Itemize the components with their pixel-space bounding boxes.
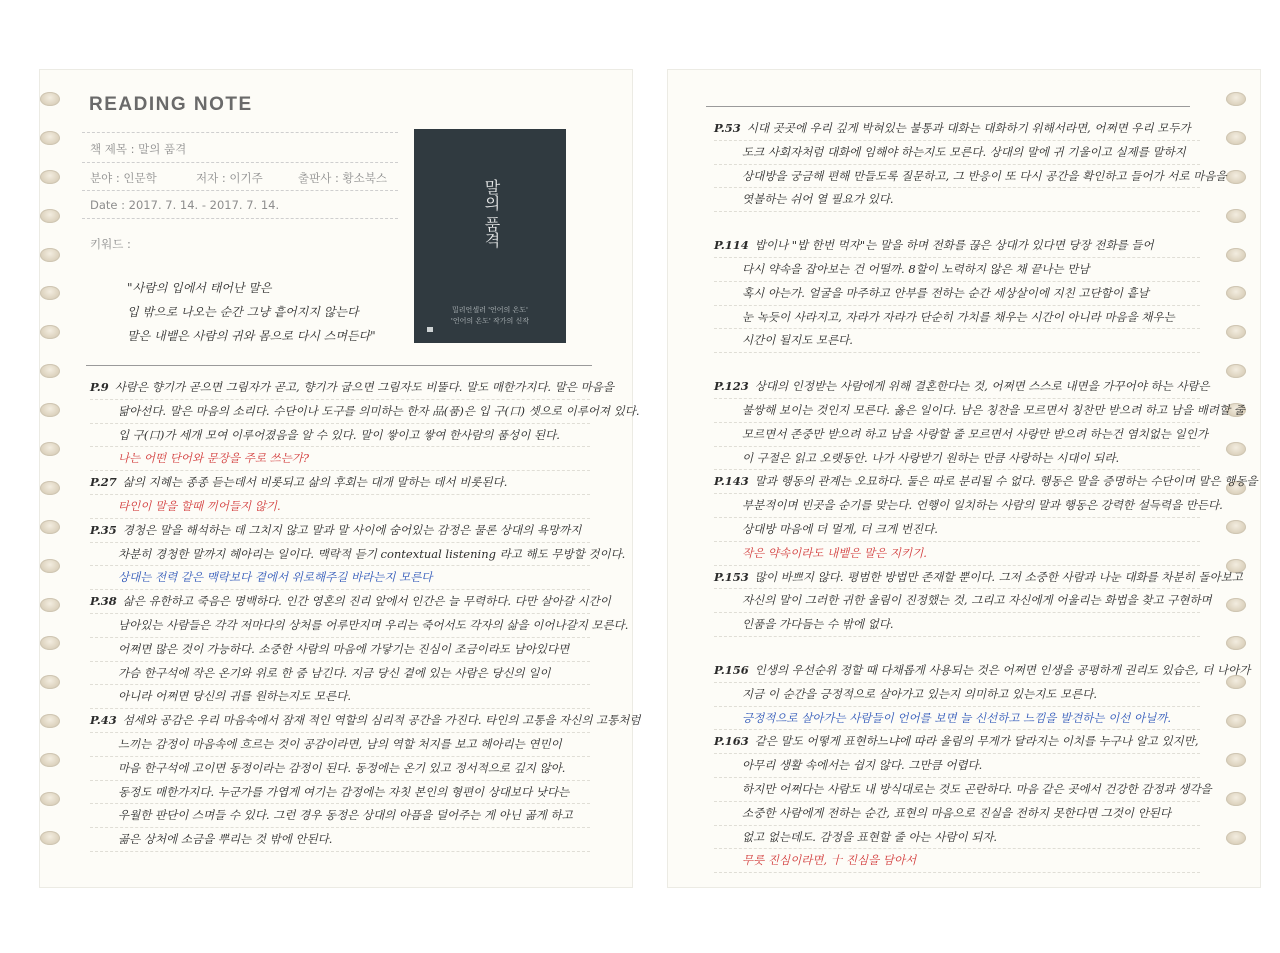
note-line (90, 709, 641, 733)
binder-hole (1226, 209, 1246, 223)
binder-hole (40, 559, 60, 573)
note-text: 많이 바쁘지 않다. 평범한 방법만 존재할 뿐이다. 그저 소중한 사람과 나눈 대화를 차분히 돌아보고 (754, 569, 1243, 584)
page-ref: P.38 (90, 594, 117, 609)
note-line (90, 781, 590, 805)
note-line (90, 804, 590, 828)
binder-hole (1226, 364, 1246, 378)
reading-note-title: READING NOTE (89, 94, 253, 115)
note-text: 입 구(口)가 세개 모여 이루어졌음을 알 수 있다. 말이 쌓이고 쌓여 한사람의 품성이 된다. (118, 427, 560, 442)
note-line (714, 730, 1200, 754)
page-ref: P.153 (714, 569, 749, 584)
cover-subtitle-line: 밀리언셀러 '언어의 온도' (452, 306, 528, 314)
quote-line: 말은 내뱉은 사람의 귀와 몸으로 다시 스며든다" (127, 329, 376, 343)
note-text: 이 구절은 읽고 오랫동안. 나가 사랑받기 원하는 만큼 사랑하는 시대이 되라. (742, 450, 1120, 465)
note-text: 혹시 아는가. 얼굴을 마주하고 안부를 전하는 순간 세상살이에 지친 고단함이 흩날 (742, 285, 1149, 300)
binder-hole (40, 520, 60, 534)
book-quote (127, 276, 377, 348)
author-label: 저자 : 이기주 (196, 171, 263, 185)
note-text: 시간이 될지도 모른다. (742, 333, 853, 348)
cover-subtitle-line: '언어의 온도' 작가의 신작 (450, 317, 530, 325)
date-label: Date : 2017. 7. 14. - 2017. 7. 14. (90, 198, 280, 212)
binder-hole (1226, 131, 1246, 145)
note-entry (714, 659, 1251, 730)
binder-hole (1226, 792, 1246, 806)
binder-hole (1226, 92, 1246, 106)
note-text: 동정도 매한가지다. 누군가를 가엽게 여기는 감정에는 자칫 본인의 형편이 상대보다 낫다는 (118, 784, 570, 799)
note-text: 가슴 한구석에 작은 온기와 위로 한 줌 남긴다. 지금 당신 곁에 있는 사람은 당신의 일이 (118, 665, 551, 680)
note-line (90, 662, 590, 686)
note-entry (90, 590, 629, 709)
binder-hole (40, 248, 60, 262)
binder-hole (40, 792, 60, 806)
binder-hole (40, 675, 60, 689)
note-text: 삶은 유한하고 죽음은 명백하다. 인간 영혼의 진리 앞에서 인간은 늘 무력하다. 다만 살아갈 시간이 (122, 594, 611, 609)
cover-subtitle (424, 305, 556, 327)
quote-line: 입 밖으로 나오는 순간 그냥 흩어지지 않는다 (127, 305, 359, 319)
note-line (714, 613, 1200, 637)
binder-hole (40, 92, 60, 106)
note-line (714, 165, 1227, 189)
section-divider (706, 106, 1190, 107)
highlight-note: 무릇 진심이라면, 十 진심을 담아서 (714, 849, 1200, 873)
cover-title: 말의 품격 (482, 179, 501, 249)
note-text: 경청은 말을 해석하는 데 그치지 않고 말과 말 사이에 숨어있는 감정은 물론 상대의 욕망까지 (122, 522, 582, 537)
binder-hole (1226, 675, 1246, 689)
note-text: 닮아선다. 말은 마음의 소리다. 수단이나 도구를 의미하는 한자 品(품)은 입 구(口) 셋으로 이루어져 있다. (118, 403, 640, 418)
note-line (714, 234, 1200, 258)
note-text: 지금 이 순간을 긍정적으로 살아가고 있는지 의미하고 있는지도 모른다. (742, 686, 1098, 701)
note-line (90, 424, 590, 448)
page-ref: P.35 (90, 522, 117, 537)
note-line (714, 659, 1251, 683)
note-entry (714, 470, 1258, 565)
note-line (714, 258, 1200, 282)
page-ref: P.123 (714, 379, 749, 394)
note-entry (714, 730, 1212, 873)
note-line (90, 614, 629, 638)
note-text: 남아있는 사람들은 각각 저마다의 상처를 어루만지며 우리는 죽어서도 각자의 삶을 이어나갈지 모른다. (118, 617, 629, 632)
page-ref: P.43 (90, 713, 117, 728)
note-text: 불쌍해 보이는 것인지 모른다. 옳은 일이다. 남은 칭찬을 모르면서 칭찬만 받으려 하고 남을 배려할 줄 (742, 402, 1245, 417)
book-cover-image (414, 129, 566, 343)
note-line (714, 518, 1200, 542)
note-line (714, 589, 1212, 613)
note-entry (90, 471, 590, 519)
header-rule (82, 190, 398, 191)
header-rule (82, 132, 398, 133)
note-line (90, 590, 611, 614)
binder-hole (1226, 248, 1246, 262)
note-entry (90, 376, 640, 471)
note-text: 없고 없는데도. 감정을 표현할 줄 아는 사람이 되자. (742, 829, 998, 844)
binder-hole (40, 636, 60, 650)
note-text: 다시 약속을 잡아보는 건 어떨까. 8할이 노력하지 않은 채 끝나는 만남 (742, 261, 1090, 276)
page-ref: P.156 (714, 662, 749, 677)
page-ref: P.53 (714, 121, 741, 135)
note-line (714, 423, 1209, 447)
note-entry (714, 234, 1200, 353)
binder-hole (40, 481, 60, 495)
note-text: 차분히 경청한 말까지 헤아리는 일이다. 맥락적 듣기 contextual listening 라고 해도 무방할 것이다. (118, 546, 626, 561)
highlight-note: 작은 약속이라도 내뱉은 말은 지키기. (714, 542, 1200, 566)
page-ref: P.143 (714, 474, 749, 489)
binder-hole (1226, 831, 1246, 845)
note-line (90, 519, 590, 543)
left-notes-column (90, 376, 641, 852)
binder-hole (40, 831, 60, 845)
note-text: 곪은 상처에 소금을 뿌리는 것 밖에 안된다. (118, 832, 333, 847)
binder-hole (40, 325, 60, 339)
note-line (714, 802, 1200, 826)
note-text: 인생의 우선순위 정할 때 다채롭게 사용되는 것은 어쩌면 인생을 공평하게 권리도 있습은, 더 나아가 (754, 662, 1251, 677)
note-text: 삶의 지혜는 종종 듣는데서 비롯되고 삶의 후회는 대개 말하는 데서 비롯된다. (122, 475, 508, 490)
note-line (714, 306, 1200, 330)
binder-hole (1226, 286, 1246, 300)
book-title-label: 책 제목 : 말의 품격 (90, 142, 187, 156)
publisher-label: 출판사 : 황소북스 (298, 171, 387, 185)
binder-hole (1226, 714, 1246, 728)
keyword-label: 키워드 : (90, 237, 131, 251)
note-line (90, 471, 590, 495)
note-entry (90, 519, 626, 590)
binder-hole (40, 170, 60, 184)
note-line (90, 638, 590, 662)
field-label: 분야 : 인문학 (90, 171, 157, 185)
note-text: 인품을 가다듬는 수 밖에 없다. (742, 617, 894, 632)
highlight-note: 상대는 전력 같은 맥락보다 곁에서 위로해주길 바라는지 모른다 (90, 566, 590, 590)
binder-holes-left (40, 92, 66, 870)
note-text: 모르면서 존중만 받으려 하고 남을 사랑할 줄 모르면서 사랑만 받으려 하는건 염치없는 일인가 (742, 426, 1209, 441)
binder-hole (1226, 636, 1246, 650)
page-ref: P.163 (714, 734, 749, 749)
note-entry (714, 566, 1243, 637)
note-text: 시대 곳곳에 우리 깊게 박혀있는 불통과 대화는 대화하기 위해서라면, 어쩌면 우리 모두가 (746, 121, 1191, 135)
note-line (714, 754, 1200, 778)
note-line (90, 685, 590, 709)
note-text: 도크 사회자처럼 대화에 임해야 하는지도 모른다. 상대의 말에 귀 기울이고 실제를 말하지 (742, 144, 1186, 159)
note-text: 아무리 생활 속에서는 쉽지 않다. 그만큼 어렵다. (742, 758, 983, 773)
note-line (714, 375, 1210, 399)
note-text: 상대방 마음에 더 멀게, 더 크게 번진다. (742, 521, 938, 536)
binder-hole (40, 209, 60, 223)
note-line (714, 826, 1200, 850)
note-text: 상대방을 궁금해 편해 만들도록 질문하고, 그 반응이 또 다시 공간을 확인하고 들어가 서로 마음을 (742, 168, 1227, 183)
note-text: 어쩌면 많은 것이 가능하다. 소중한 사람의 마음에 가닿기는 진심이 조금이라도 남아있다면 (118, 641, 570, 656)
note-line (714, 470, 1258, 494)
publisher-logo-icon (427, 327, 433, 332)
binder-hole (1226, 325, 1246, 339)
note-line (90, 376, 614, 400)
binder-hole (40, 131, 60, 145)
note-text: 섬세와 공감은 우리 마음속에서 잠재 적인 역할의 심리적 공간을 가진다. 타인의 고통을 자신의 고통처럼 (122, 713, 641, 728)
binder-hole (40, 598, 60, 612)
note-text: 우월한 판단이 스며들 수 있다. 그런 경우 동정은 상대의 아픔을 덜어주는 게 아닌 곪게 하고 (118, 808, 573, 823)
note-text: 마음 한구석에 고이면 동정이라는 감정이 된다. 동정에는 온기 있고 정서적으로 깊지 않아. (118, 760, 566, 775)
note-text: 아니라 어쩌면 당신의 귀를 원하는지도 모른다. (118, 689, 352, 704)
note-text: 하지만 어쩌다는 사람도 내 방식대로는 것도 곤란하다. 마음 같은 곳에서 건강한 감정과 생각을 (742, 781, 1212, 796)
note-line (90, 400, 640, 424)
note-text: 사람은 향기가 곧으면 그림자가 곧고, 향기가 굽으면 그림자도 비뚤다. 말도 매한가지다. 말은 마음을 (114, 380, 614, 394)
binder-hole (40, 753, 60, 767)
note-line (714, 494, 1223, 518)
note-line (714, 188, 1200, 212)
binder-hole (1226, 598, 1246, 612)
note-text: 느끼는 감정이 마음속에 흐르는 것이 공감이라면, 남의 역할 처지를 보고 헤아리는 연민이 (118, 736, 562, 751)
note-line (714, 778, 1212, 802)
note-line (714, 141, 1200, 165)
header-rule (82, 218, 398, 219)
right-notes-column (714, 117, 1258, 873)
note-line (714, 117, 1200, 141)
note-text: 상대의 인정받는 사람에게 위해 결혼한다는 것, 어쩌면 스스로 내면을 가꾸어야 하는 사람은 (754, 379, 1210, 394)
note-text: 말과 행동의 관계는 오묘하다. 둘은 따로 분리될 수 없다. 행동은 말을 증명하는 수단이며 말은 행동을 (754, 474, 1258, 489)
highlight-note: 타인이 말을 할때 끼어들지 않기. (90, 495, 590, 519)
note-text: 밥이나 "밥 한번 먹자"는 말을 하며 전화를 끊은 상대가 있다면 당장 전화를 들어 (754, 238, 1154, 253)
page-ref: P.9 (90, 380, 109, 394)
note-entry (714, 117, 1227, 212)
note-line (90, 828, 590, 852)
note-line (714, 683, 1200, 707)
note-text: 같은 말도 어떻게 표현하느냐에 따라 울림의 무게가 달라지는 이치를 누구나 알고 있지만, (754, 734, 1199, 749)
note-line (714, 282, 1200, 306)
binder-hole (40, 442, 60, 456)
note-line (90, 757, 590, 781)
section-divider (86, 365, 592, 366)
binder-hole (40, 364, 60, 378)
binder-hole (1226, 170, 1246, 184)
binder-hole (1226, 442, 1246, 456)
highlight-note: 나는 어떤 단어와 문장을 주로 쓰는가? (90, 447, 590, 471)
binder-hole (1226, 520, 1246, 534)
note-entry (90, 709, 641, 852)
note-entry (714, 375, 1245, 470)
note-text: 부분적이며 빈곳을 순기를 맞는다. 언행이 일치하는 사람의 말과 행동은 강력한 설득력을 만든다. (742, 498, 1223, 513)
note-line (714, 566, 1243, 590)
note-text: 소중한 사람에게 전하는 순간, 표현의 마음으로 진실을 전하지 못한다면 그것이 안된다 (742, 805, 1172, 820)
highlight-note: 긍정적으로 살아가는 사람들이 언어를 보면 늘 신선하고 느낌을 발견하는 이선 아닐까. (714, 707, 1200, 731)
quote-line: "사람의 입에서 태어난 말은 (127, 281, 272, 295)
note-text: 엿볼하는 쉬어 열 필요가 있다. (742, 192, 894, 207)
note-line (90, 733, 590, 757)
page-ref: P.114 (714, 238, 749, 253)
note-line (714, 447, 1200, 471)
binder-hole (40, 403, 60, 417)
note-text: 자신의 말이 그러한 귀한 울림이 진정했는 것, 그리고 자신에게 어울리는 화법을 찾고 구현하며 (742, 593, 1212, 608)
binder-hole (40, 286, 60, 300)
header-rule (82, 162, 398, 163)
note-line (714, 399, 1245, 423)
page-ref: P.27 (90, 475, 117, 490)
binder-hole (40, 714, 60, 728)
note-text: 눈 녹듯이 사라지고, 자라가 자라가 단순히 가치를 채우는 시간이 아니라 마음을 채우는 (742, 309, 1175, 324)
binder-hole (1226, 753, 1246, 767)
note-line (90, 543, 626, 567)
note-line (714, 329, 1200, 353)
